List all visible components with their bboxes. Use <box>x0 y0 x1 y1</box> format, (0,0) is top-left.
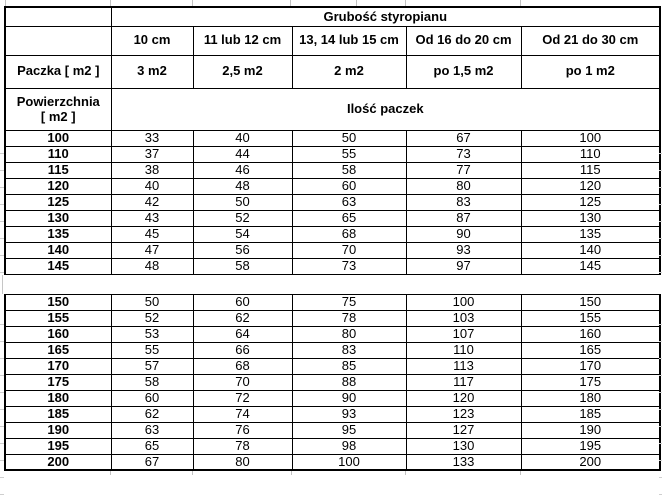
area-cell: 150 <box>5 294 111 310</box>
data-cell: 68 <box>193 358 292 374</box>
data-cell: 75 <box>292 294 406 310</box>
data-cell: 80 <box>193 454 292 470</box>
package-size-row <box>5 55 660 88</box>
data-cell: 65 <box>111 438 193 454</box>
data-cell: 123 <box>406 406 521 422</box>
table-row <box>5 406 660 422</box>
data-cell: 140 <box>521 242 660 258</box>
data-cell: 52 <box>111 310 193 326</box>
area-cell: 115 <box>5 162 111 178</box>
row-gridlines-left-upper <box>0 137 4 289</box>
gridline <box>192 471 193 475</box>
data-cell: 74 <box>193 406 292 422</box>
area-cell: 135 <box>5 226 111 242</box>
data-cell: 93 <box>406 242 521 258</box>
data-cell: 180 <box>521 390 660 406</box>
data-cell: 58 <box>111 374 193 390</box>
data-cell: 100 <box>406 294 521 310</box>
thickness-header-cell: 10 cm <box>111 26 193 55</box>
data-cell: 68 <box>292 226 406 242</box>
thickness-header-cell: 13, 14 lub 15 cm <box>292 26 406 55</box>
data-cell: 60 <box>193 294 292 310</box>
data-cell: 90 <box>406 226 521 242</box>
data-cell: 45 <box>111 226 193 242</box>
data-cell: 78 <box>193 438 292 454</box>
thickness-header-row <box>5 26 660 55</box>
table-row <box>5 210 660 226</box>
data-cell: 77 <box>406 162 521 178</box>
area-cell: 190 <box>5 422 111 438</box>
area-cell: 195 <box>5 438 111 454</box>
data-cell: 200 <box>521 454 660 470</box>
gridline <box>110 0 111 6</box>
area-cell: 155 <box>5 310 111 326</box>
data-cell: 125 <box>521 194 660 210</box>
data-cell: 135 <box>521 226 660 242</box>
area-cell: 160 <box>5 326 111 342</box>
data-cell: 66 <box>193 342 292 358</box>
data-cell: 60 <box>292 178 406 194</box>
table-row <box>5 258 660 274</box>
data-cell: 44 <box>193 146 292 162</box>
data-cell: 33 <box>111 130 193 146</box>
data-cell: 95 <box>292 422 406 438</box>
area-cell: 200 <box>5 454 111 470</box>
table-row <box>5 326 660 342</box>
title-row <box>5 7 660 26</box>
data-cell: 145 <box>521 258 660 274</box>
data-cell: 115 <box>521 162 660 178</box>
data-cell: 64 <box>193 326 292 342</box>
data-cell: 98 <box>292 438 406 454</box>
data-cell: 120 <box>406 390 521 406</box>
table-row <box>5 358 660 374</box>
package-size-cell: po 1,5 m2 <box>406 55 521 88</box>
data-cell: 50 <box>193 194 292 210</box>
data-cell: 76 <box>193 422 292 438</box>
data-cell: 120 <box>521 178 660 194</box>
package-label-cell: Paczka [ m2 ] <box>5 55 111 88</box>
table-row <box>5 242 660 258</box>
data-cell: 47 <box>111 242 193 258</box>
data-cell: 62 <box>111 406 193 422</box>
data-cell: 48 <box>193 178 292 194</box>
data-cell: 110 <box>521 146 660 162</box>
thickness-header-cell: Od 16 do 20 cm <box>406 26 521 55</box>
area-header-cell <box>5 88 111 130</box>
data-cell: 72 <box>193 390 292 406</box>
area-cell: 120 <box>5 178 111 194</box>
data-cell: 50 <box>292 130 406 146</box>
package-size-cell: 2,5 m2 <box>193 55 292 88</box>
data-cell: 70 <box>292 242 406 258</box>
data-cell: 195 <box>521 438 660 454</box>
data-cell: 83 <box>292 342 406 358</box>
table-row <box>5 294 660 310</box>
data-cell: 55 <box>292 146 406 162</box>
package-size-cell: po 1 m2 <box>521 55 660 88</box>
styrofoam-packages-table-continued <box>4 294 661 472</box>
table-row <box>5 310 660 326</box>
data-cell: 100 <box>292 454 406 470</box>
data-cell: 175 <box>521 374 660 390</box>
data-cell: 150 <box>521 294 660 310</box>
area-cell: 130 <box>5 210 111 226</box>
data-cell: 83 <box>406 194 521 210</box>
data-cell: 67 <box>111 454 193 470</box>
gridline <box>291 471 292 475</box>
thickness-header-cell: 11 lub 12 cm <box>193 26 292 55</box>
gridline <box>405 0 406 6</box>
data-cell: 38 <box>111 162 193 178</box>
data-cell: 133 <box>406 454 521 470</box>
data-cell: 60 <box>111 390 193 406</box>
data-cell: 63 <box>111 422 193 438</box>
data-cell: 165 <box>521 342 660 358</box>
data-cell: 107 <box>406 326 521 342</box>
data-cell: 50 <box>111 294 193 310</box>
corner-cell <box>5 7 111 26</box>
data-cell: 93 <box>292 406 406 422</box>
data-cell: 43 <box>111 210 193 226</box>
gridline <box>356 0 357 6</box>
gridline <box>520 471 521 475</box>
table-row <box>5 226 660 242</box>
area-cell: 170 <box>5 358 111 374</box>
data-cell: 80 <box>406 178 521 194</box>
area-cell: 175 <box>5 374 111 390</box>
data-cell: 65 <box>292 210 406 226</box>
data-cell: 185 <box>521 406 660 422</box>
data-cell: 63 <box>292 194 406 210</box>
data-cell: 90 <box>292 390 406 406</box>
data-cell: 67 <box>406 130 521 146</box>
data-cell: 56 <box>193 242 292 258</box>
data-cell: 37 <box>111 146 193 162</box>
corner-cell <box>5 26 111 55</box>
data-cell: 58 <box>292 162 406 178</box>
table-row <box>5 130 660 146</box>
data-cell: 73 <box>406 146 521 162</box>
gridline <box>290 0 291 6</box>
table-row <box>5 390 660 406</box>
spreadsheet-gridlines-top <box>0 0 662 6</box>
data-cell: 85 <box>292 358 406 374</box>
data-cell: 170 <box>521 358 660 374</box>
data-cell: 40 <box>193 130 292 146</box>
area-cell: 185 <box>5 406 111 422</box>
thickness-header-cell: Od 21 do 30 cm <box>521 26 660 55</box>
gridline <box>110 471 111 475</box>
area-cell: 100 <box>5 130 111 146</box>
table-row <box>5 422 660 438</box>
data-cell: 46 <box>193 162 292 178</box>
data-cell: 70 <box>193 374 292 390</box>
area-header-line2: [ m2 ] <box>40 109 76 124</box>
data-cell: 113 <box>406 358 521 374</box>
table-row <box>5 342 660 358</box>
separator-gap-row <box>4 275 659 294</box>
data-cell: 100 <box>521 130 660 146</box>
table-row <box>5 454 660 470</box>
data-cell: 48 <box>111 258 193 274</box>
area-cell: 140 <box>5 242 111 258</box>
area-cell: 165 <box>5 342 111 358</box>
spreadsheet-gridlines-bottom <box>0 471 662 475</box>
area-header-row <box>5 88 660 130</box>
data-cell: 55 <box>111 342 193 358</box>
area-cell: 110 <box>5 146 111 162</box>
data-cell: 190 <box>521 422 660 438</box>
gridline <box>192 0 193 6</box>
row-gridlines-left-lower <box>0 308 4 497</box>
package-size-cell: 2 m2 <box>292 55 406 88</box>
data-cell: 130 <box>406 438 521 454</box>
data-cell: 88 <box>292 374 406 390</box>
data-cell: 58 <box>193 258 292 274</box>
table-row <box>5 146 660 162</box>
data-cell: 42 <box>111 194 193 210</box>
packages-count-header-cell: Ilość paczek <box>111 88 660 130</box>
data-cell: 53 <box>111 326 193 342</box>
data-cell: 87 <box>406 210 521 226</box>
data-cell: 62 <box>193 310 292 326</box>
gridline <box>520 0 521 6</box>
data-cell: 52 <box>193 210 292 226</box>
data-cell: 97 <box>406 258 521 274</box>
table-title: Grubość styropianu <box>111 7 660 26</box>
data-cell: 160 <box>521 326 660 342</box>
data-cell: 40 <box>111 178 193 194</box>
styrofoam-packages-table <box>4 6 661 275</box>
data-cell: 80 <box>292 326 406 342</box>
data-cell: 155 <box>521 310 660 326</box>
data-cell: 103 <box>406 310 521 326</box>
area-cell: 180 <box>5 390 111 406</box>
data-cell: 54 <box>193 226 292 242</box>
package-size-cell: 3 m2 <box>111 55 193 88</box>
data-cell: 57 <box>111 358 193 374</box>
area-cell: 125 <box>5 194 111 210</box>
gridline <box>405 471 406 475</box>
table-row <box>5 374 660 390</box>
area-header-line1: Powierzchnia <box>16 94 100 109</box>
area-cell: 145 <box>5 258 111 274</box>
data-cell: 110 <box>406 342 521 358</box>
data-cell: 130 <box>521 210 660 226</box>
table-row <box>5 178 660 194</box>
table-row <box>5 194 660 210</box>
data-cell: 73 <box>292 258 406 274</box>
data-cell: 78 <box>292 310 406 326</box>
data-cell: 127 <box>406 422 521 438</box>
gridline <box>5 0 6 6</box>
table-row <box>5 438 660 454</box>
data-cell: 117 <box>406 374 521 390</box>
table-row <box>5 162 660 178</box>
